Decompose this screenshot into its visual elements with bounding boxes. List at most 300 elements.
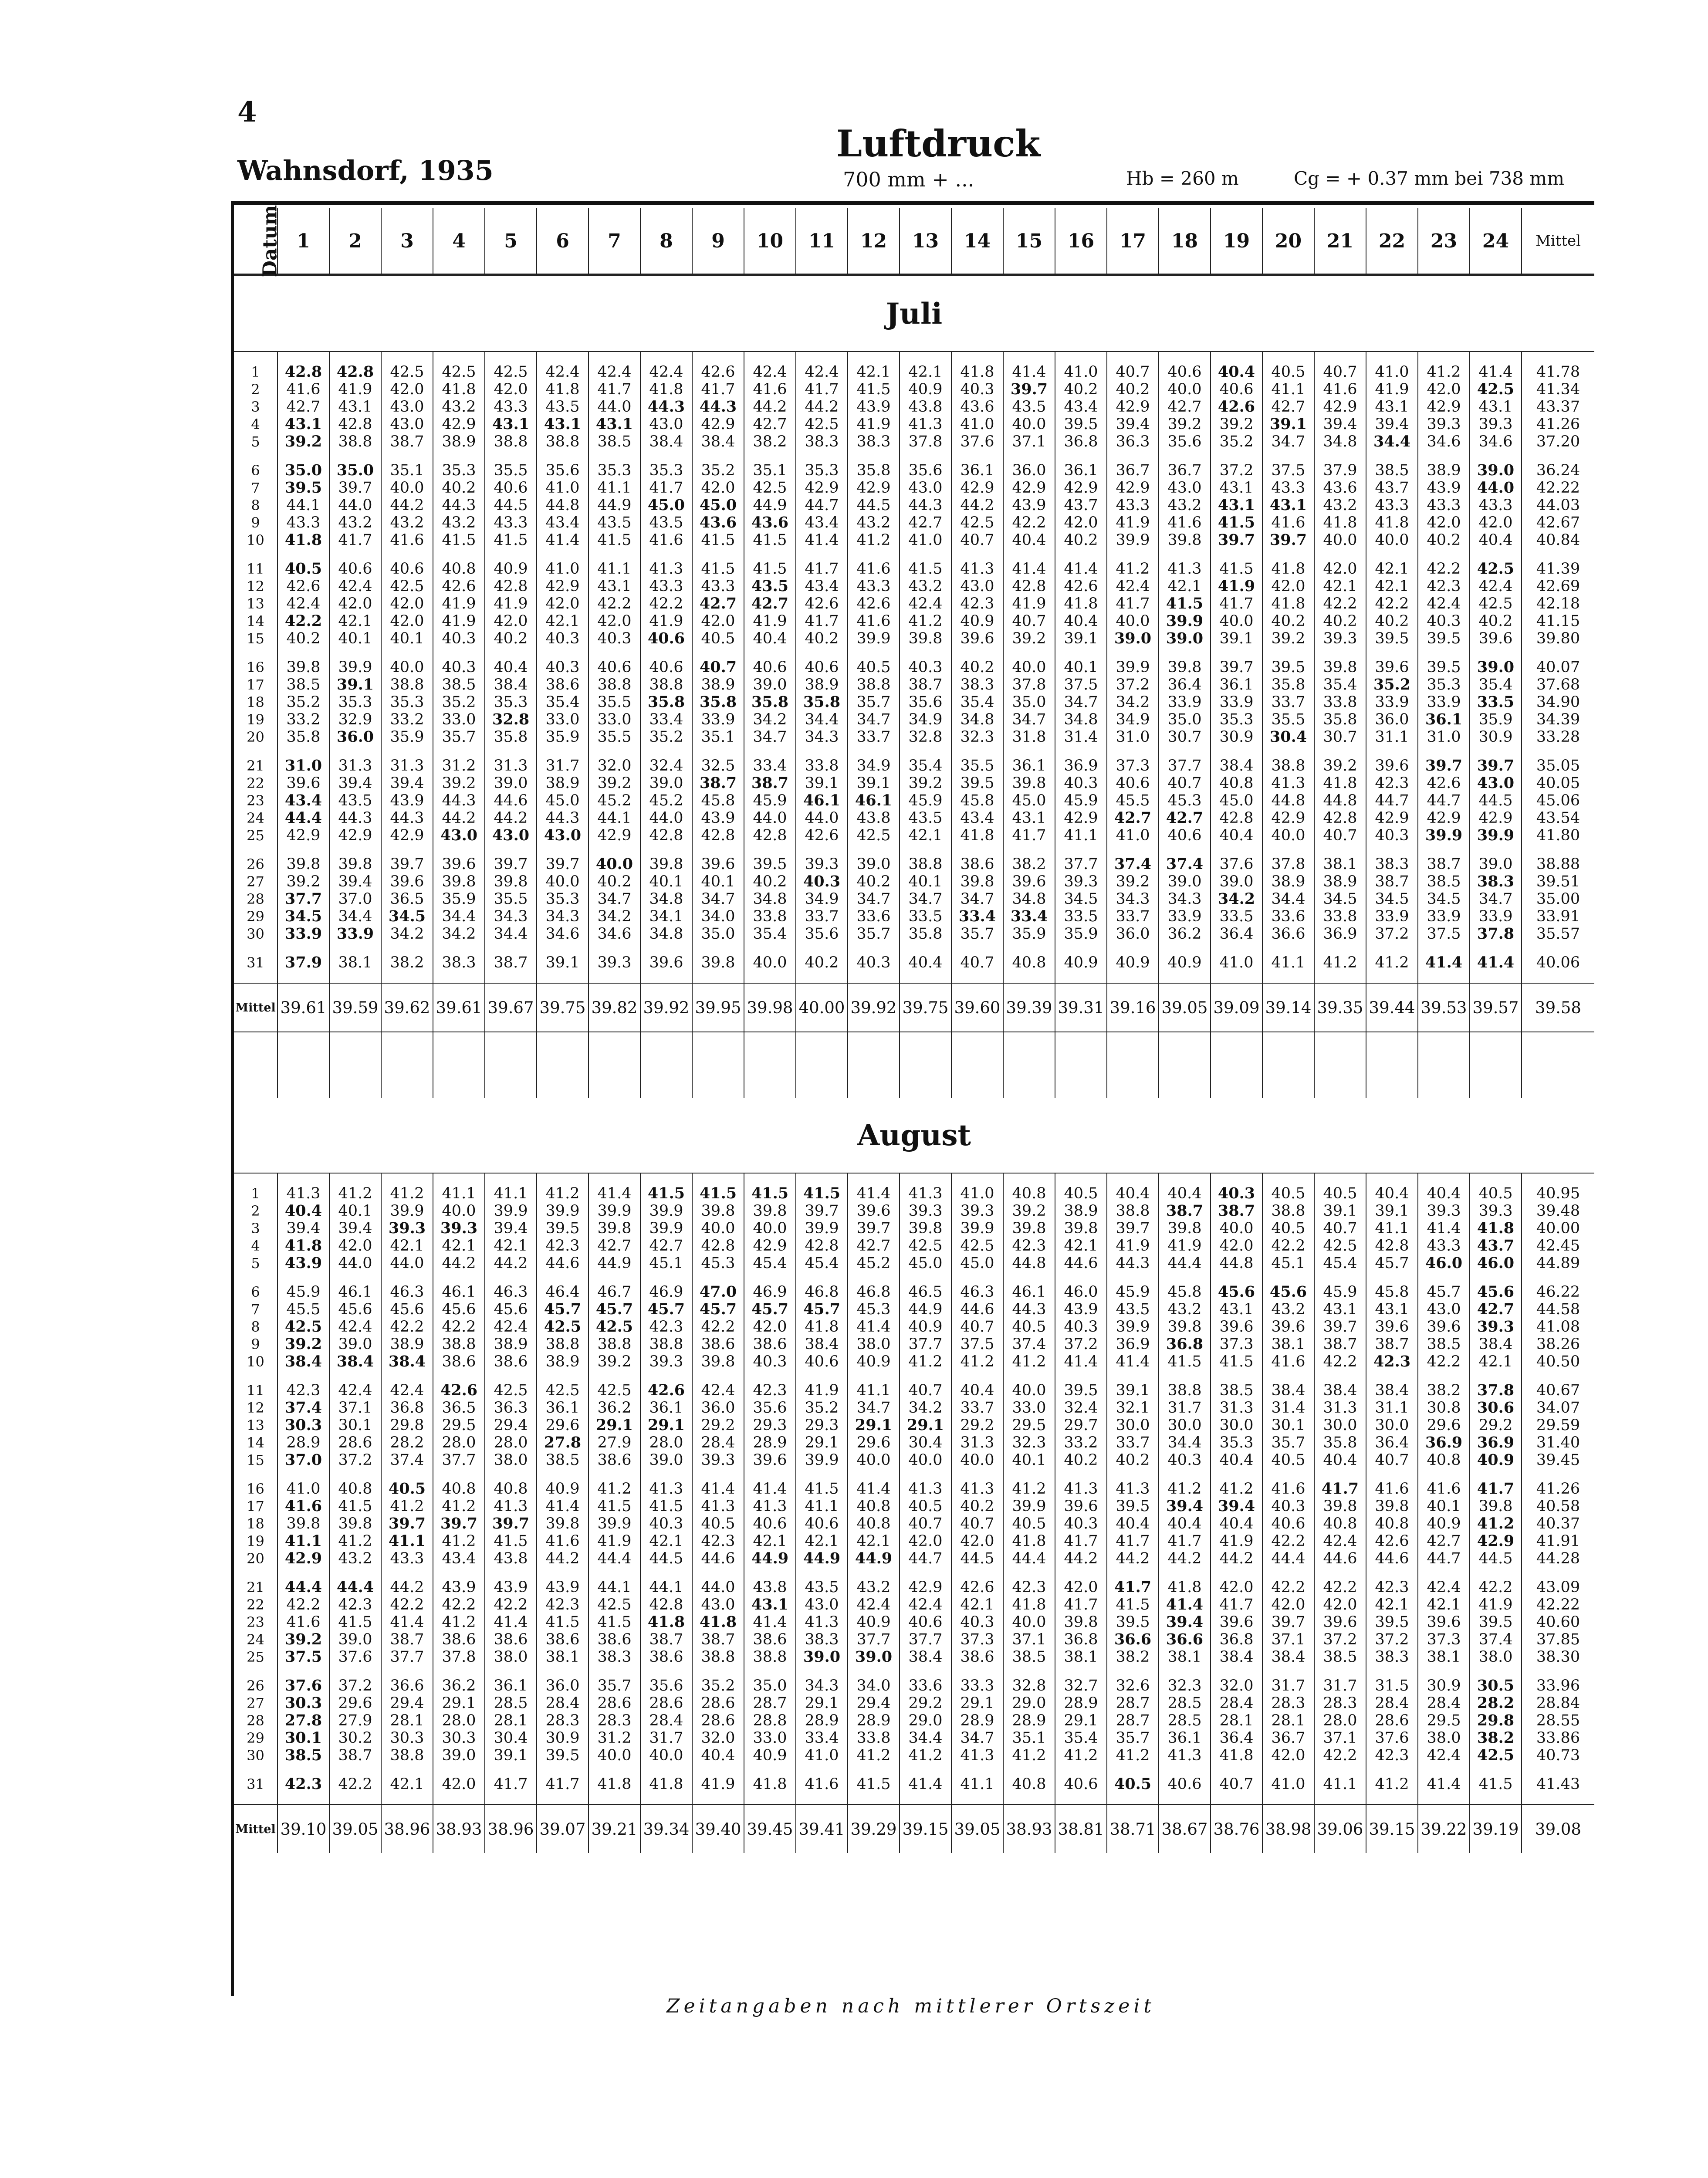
value-cell: 41.4: [381, 1613, 433, 1631]
value-cell: 31.7: [1314, 1677, 1366, 1694]
value-cell: [848, 352, 900, 363]
value-cell: 35.7: [848, 925, 900, 943]
mean-cell: 38.76: [1211, 1805, 1262, 1853]
value-cell: 35.5: [485, 890, 537, 908]
value-cell: [796, 1272, 848, 1283]
value-cell: 42.0: [381, 595, 433, 612]
value-cell: [485, 746, 537, 757]
value-cell: 37.2: [1314, 1631, 1366, 1648]
value-cell: 43.9: [1418, 479, 1470, 497]
mean-cell: 39.14: [1262, 983, 1314, 1032]
value-cell: 43.0: [640, 416, 692, 433]
value-cell: 40.1: [900, 873, 951, 890]
value-cell: 46.5: [900, 1283, 951, 1301]
table-row: [234, 890, 1594, 908]
value-cell: 43.1: [1003, 809, 1055, 827]
value-cell: 42.1: [796, 1532, 848, 1550]
day-number: 24: [234, 1631, 277, 1648]
value-cell: 29.0: [1003, 1694, 1055, 1712]
mittel-cell: 35.00: [1536, 890, 1580, 908]
value-cell: 41.2: [537, 1185, 588, 1202]
value-cell: 28.6: [588, 1694, 640, 1712]
value-cell: 33.2: [381, 711, 433, 728]
value-cell: 45.7: [796, 1301, 848, 1318]
table-row: [234, 827, 1594, 844]
value-cell: 43.4: [537, 514, 588, 531]
value-cell: 39.3: [1470, 1318, 1522, 1336]
value-cell: [329, 971, 381, 983]
value-cell: 44.7: [796, 497, 848, 514]
value-cell: 41.6: [1262, 1353, 1314, 1370]
value-cell: 40.6: [744, 1515, 796, 1532]
value-cell: 39.8: [744, 1202, 796, 1220]
value-cell: 36.6: [1262, 925, 1314, 943]
value-cell: [588, 1272, 640, 1283]
spacer-row: [234, 1370, 1594, 1382]
value-cell: 43.2: [329, 1550, 381, 1567]
value-cell: 42.6: [277, 578, 329, 595]
value-cell: 42.9: [537, 578, 588, 595]
value-cell: 42.6: [1211, 398, 1262, 416]
value-cell: [1055, 450, 1107, 462]
value-cell: 42.1: [848, 363, 900, 381]
value-cell: 42.7: [1418, 1532, 1470, 1550]
value-cell: [277, 1370, 329, 1382]
value-cell: 37.3: [1211, 1336, 1262, 1353]
value-cell: 37.7: [1159, 757, 1211, 774]
value-cell: [1003, 1173, 1055, 1185]
value-cell: 41.9: [1107, 514, 1159, 531]
value-cell: 42.9: [848, 479, 900, 497]
value-cell: 40.7: [1159, 774, 1211, 792]
value-cell: 39.8: [485, 873, 537, 890]
value-cell: 42.1: [1055, 1237, 1107, 1255]
value-cell: 38.4: [485, 676, 537, 693]
value-cell: [1211, 549, 1262, 560]
value-cell: 41.3: [640, 1480, 692, 1498]
value-cell: 34.3: [537, 908, 588, 925]
value-cell: 46.7: [588, 1283, 640, 1301]
value-cell: 41.2: [381, 1498, 433, 1515]
value-cell: 33.5: [1470, 693, 1522, 711]
value-cell: 36.1: [1418, 711, 1470, 728]
value-cell: 31.3: [1211, 1399, 1262, 1417]
value-cell: 42.5: [1470, 595, 1522, 612]
value-cell: 45.8: [1159, 1283, 1211, 1301]
day-number: 8: [234, 1318, 277, 1336]
value-cell: 37.8: [1470, 1382, 1522, 1399]
value-cell: 33.5: [900, 908, 951, 925]
value-cell: 40.3: [537, 630, 588, 647]
value-cell: 35.5: [1262, 711, 1314, 728]
value-cell: 36.5: [433, 1399, 485, 1417]
value-cell: 38.0: [1418, 1729, 1470, 1747]
value-cell: [1262, 1567, 1314, 1579]
value-cell: 40.0: [1211, 1220, 1262, 1237]
value-cell: 46.0: [1470, 1255, 1522, 1272]
value-cell: [744, 844, 796, 856]
value-cell: 45.8: [692, 792, 744, 809]
value-cell: 41.6: [277, 1498, 329, 1515]
value-cell: 35.4: [951, 693, 1003, 711]
value-cell: [1366, 943, 1418, 954]
value-cell: 45.2: [848, 1255, 900, 1272]
value-cell: 42.0: [744, 1318, 796, 1336]
value-cell: 40.0: [381, 479, 433, 497]
value-cell: [433, 1469, 485, 1480]
value-cell: 39.3: [796, 856, 848, 873]
day-number: 26: [234, 1677, 277, 1694]
day-number: 19: [234, 1532, 277, 1550]
value-cell: 46.9: [640, 1283, 692, 1301]
value-cell: 42.8: [1003, 578, 1055, 595]
value-cell: [900, 1370, 951, 1382]
value-cell: [848, 647, 900, 659]
value-cell: 42.2: [1314, 1353, 1366, 1370]
value-cell: 41.2: [1159, 1480, 1211, 1498]
value-cell: 42.1: [381, 1776, 433, 1793]
value-cell: 31.3: [1314, 1399, 1366, 1417]
mittel-cell: [1522, 352, 1594, 363]
value-cell: 43.3: [1262, 479, 1314, 497]
value-cell: 42.2: [1262, 1579, 1314, 1596]
value-cell: [692, 746, 744, 757]
value-cell: [692, 1469, 744, 1480]
month-title: Juli: [234, 275, 1594, 352]
value-cell: 38.8: [1262, 1202, 1314, 1220]
value-cell: 40.9: [744, 1747, 796, 1764]
datum-cell: [234, 549, 277, 560]
value-cell: [640, 1370, 692, 1382]
value-cell: [796, 1032, 848, 1098]
value-cell: 29.6: [537, 1417, 588, 1434]
day-number: 20: [234, 728, 277, 746]
value-cell: 28.5: [485, 1694, 537, 1712]
value-cell: 43.2: [433, 398, 485, 416]
value-cell: 42.0: [692, 479, 744, 497]
value-cell: 30.4: [485, 1729, 537, 1747]
value-cell: 46.3: [381, 1283, 433, 1301]
day-number: 3: [234, 398, 277, 416]
value-cell: 41.2: [1418, 363, 1470, 381]
value-cell: 27.9: [329, 1712, 381, 1729]
value-cell: 41.7: [588, 381, 640, 398]
value-cell: 37.7: [381, 1648, 433, 1666]
value-cell: 40.3: [433, 659, 485, 676]
value-cell: 41.9: [744, 612, 796, 630]
value-cell: 41.1: [485, 1185, 537, 1202]
value-cell: [1159, 1032, 1211, 1098]
value-cell: [1262, 1666, 1314, 1677]
value-cell: 43.3: [848, 578, 900, 595]
value-cell: 33.7: [1262, 693, 1314, 711]
value-cell: 33.4: [640, 711, 692, 728]
value-cell: 40.6: [1055, 1776, 1107, 1793]
value-cell: 40.5: [692, 630, 744, 647]
mittel-cell: 40.07: [1536, 659, 1580, 676]
value-cell: 36.1: [485, 1677, 537, 1694]
value-cell: 37.0: [329, 890, 381, 908]
value-cell: 44.2: [485, 809, 537, 827]
value-cell: 41.8: [1262, 560, 1314, 578]
mittel-cell: 38.88: [1536, 856, 1580, 873]
value-cell: [485, 549, 537, 560]
value-cell: [1211, 450, 1262, 462]
value-cell: 34.2: [1211, 890, 1262, 908]
mean-cell: 38.67: [1159, 1805, 1211, 1853]
mittel-cell: 41.08: [1536, 1318, 1580, 1336]
table-row: [234, 728, 1594, 746]
value-cell: 41.6: [277, 1613, 329, 1631]
value-cell: [588, 352, 640, 363]
value-cell: [1211, 943, 1262, 954]
value-cell: 39.6: [1366, 757, 1418, 774]
value-cell: 38.8: [900, 856, 951, 873]
value-cell: 45.0: [1003, 792, 1055, 809]
value-cell: 41.6: [1262, 514, 1314, 531]
value-cell: 39.1: [329, 676, 381, 693]
value-cell: [951, 352, 1003, 363]
value-cell: 41.8: [537, 381, 588, 398]
value-cell: 41.6: [1366, 1480, 1418, 1498]
value-cell: 42.2: [277, 612, 329, 630]
value-cell: 36.2: [588, 1399, 640, 1417]
value-cell: [848, 971, 900, 983]
value-cell: 40.4: [1211, 1515, 1262, 1532]
value-cell: [1003, 1764, 1055, 1776]
value-cell: 39.9: [1107, 531, 1159, 549]
value-cell: 33.8: [1314, 908, 1366, 925]
value-cell: 42.4: [744, 363, 796, 381]
value-cell: 34.7: [900, 890, 951, 908]
value-cell: 38.7: [1366, 873, 1418, 890]
value-cell: 44.9: [744, 1550, 796, 1567]
table-row: [234, 1399, 1594, 1417]
value-cell: 42.5: [796, 416, 848, 433]
value-cell: 42.1: [1314, 578, 1366, 595]
value-cell: 41.3: [900, 416, 951, 433]
value-cell: 44.2: [381, 1579, 433, 1596]
value-cell: [433, 844, 485, 856]
value-cell: 35.6: [900, 693, 951, 711]
value-cell: 42.3: [692, 1532, 744, 1550]
value-cell: 35.7: [1262, 1434, 1314, 1451]
value-cell: 39.8: [329, 856, 381, 873]
hour-header: 22: [1366, 208, 1418, 275]
value-cell: [433, 1567, 485, 1579]
value-cell: 44.9: [744, 497, 796, 514]
value-cell: 40.8: [1003, 1185, 1055, 1202]
value-cell: 35.2: [640, 728, 692, 746]
value-cell: 39.0: [1470, 856, 1522, 873]
value-cell: [1211, 1272, 1262, 1283]
value-cell: 42.2: [1366, 595, 1418, 612]
value-cell: 36.9: [1418, 1434, 1470, 1451]
value-cell: 45.6: [485, 1301, 537, 1318]
value-cell: 39.9: [588, 1202, 640, 1220]
value-cell: 28.6: [329, 1434, 381, 1451]
value-cell: 38.8: [640, 676, 692, 693]
value-cell: 42.9: [1055, 809, 1107, 827]
value-cell: 35.4: [537, 693, 588, 711]
value-cell: 40.8: [485, 1480, 537, 1498]
value-cell: 38.7: [1211, 1202, 1262, 1220]
value-cell: 42.6: [951, 1579, 1003, 1596]
value-cell: [900, 352, 951, 363]
value-cell: [433, 352, 485, 363]
table-row: [234, 873, 1594, 890]
value-cell: 40.0: [381, 659, 433, 676]
value-cell: 34.6: [537, 925, 588, 943]
mean-cell: 38.93: [433, 1805, 485, 1853]
value-cell: 39.6: [1211, 1613, 1262, 1631]
value-cell: [1159, 1666, 1211, 1677]
value-cell: 32.8: [900, 728, 951, 746]
mean-cell: 39.29: [848, 1805, 900, 1853]
value-cell: [1055, 1666, 1107, 1677]
value-cell: 42.9: [1470, 809, 1522, 827]
value-cell: 35.3: [1211, 711, 1262, 728]
value-cell: 42.3: [1366, 1353, 1418, 1370]
mittel-cell: 40.67: [1536, 1382, 1580, 1399]
value-cell: 28.4: [1366, 1694, 1418, 1712]
value-cell: [381, 1272, 433, 1283]
table-row: [234, 1613, 1594, 1631]
mean-cell: 39.41: [796, 1805, 848, 1853]
value-cell: 29.1: [1055, 1712, 1107, 1729]
mittel-cell: 35.05: [1536, 757, 1580, 774]
value-cell: 43.5: [744, 578, 796, 595]
value-cell: [1003, 1272, 1055, 1283]
value-cell: [588, 450, 640, 462]
value-cell: 38.8: [433, 1336, 485, 1353]
value-cell: 41.5: [1211, 1353, 1262, 1370]
value-cell: 42.9: [1107, 398, 1159, 416]
value-cell: [329, 647, 381, 659]
value-cell: 41.3: [1159, 560, 1211, 578]
value-cell: 35.4: [1055, 1729, 1107, 1747]
value-cell: 40.8: [433, 560, 485, 578]
value-cell: [277, 1032, 329, 1098]
value-cell: [692, 1370, 744, 1382]
value-cell: 41.2: [1211, 1480, 1262, 1498]
value-cell: 27.9: [588, 1434, 640, 1451]
value-cell: 43.2: [381, 514, 433, 531]
value-cell: 35.9: [537, 728, 588, 746]
value-cell: [1418, 1567, 1470, 1579]
value-cell: 36.2: [1159, 925, 1211, 943]
value-cell: [1470, 943, 1522, 954]
station-name: Wahnsdorf, 1935: [237, 155, 494, 186]
value-cell: 33.7: [951, 1399, 1003, 1417]
value-cell: 31.4: [1262, 1399, 1314, 1417]
value-cell: 41.6: [381, 531, 433, 549]
table-row: [234, 954, 1594, 971]
value-cell: 38.1: [1314, 856, 1366, 873]
value-cell: 40.0: [1107, 612, 1159, 630]
value-cell: 39.5: [1262, 659, 1314, 676]
value-cell: 40.0: [1314, 531, 1366, 549]
value-cell: 41.5: [1211, 514, 1262, 531]
value-cell: 40.9: [900, 381, 951, 398]
value-cell: 42.4: [1418, 595, 1470, 612]
table-row: [234, 809, 1594, 827]
value-cell: 34.0: [848, 1677, 900, 1694]
value-cell: 38.1: [1055, 1648, 1107, 1666]
table-row: [234, 1729, 1594, 1747]
value-cell: 39.8: [900, 1220, 951, 1237]
value-cell: 42.2: [1314, 595, 1366, 612]
value-cell: 36.0: [537, 1677, 588, 1694]
day-number: 23: [234, 792, 277, 809]
value-cell: 42.5: [951, 514, 1003, 531]
value-cell: [900, 1173, 951, 1185]
mittel-cell: 42.22: [1536, 479, 1580, 497]
value-cell: [1314, 1173, 1366, 1185]
value-cell: 30.9: [1418, 1677, 1470, 1694]
value-cell: [692, 844, 744, 856]
value-cell: 41.1: [1055, 827, 1107, 844]
value-cell: 28.1: [1262, 1712, 1314, 1729]
value-cell: [848, 1666, 900, 1677]
value-cell: 40.4: [1211, 363, 1262, 381]
value-cell: 42.8: [485, 578, 537, 595]
value-cell: [1418, 971, 1470, 983]
value-cell: 45.7: [692, 1301, 744, 1318]
value-cell: 40.6: [1159, 827, 1211, 844]
value-cell: 38.4: [640, 433, 692, 450]
value-cell: 39.4: [1366, 416, 1418, 433]
value-cell: [1211, 352, 1262, 363]
value-cell: 39.8: [900, 630, 951, 647]
value-cell: 43.9: [1055, 1301, 1107, 1318]
value-cell: 40.8: [1003, 1776, 1055, 1793]
value-cell: 39.5: [277, 479, 329, 497]
value-cell: 35.6: [1159, 433, 1211, 450]
value-cell: 38.9: [381, 1336, 433, 1353]
value-cell: 37.7: [900, 1631, 951, 1648]
value-cell: 29.6: [848, 1434, 900, 1451]
value-cell: 31.3: [485, 757, 537, 774]
value-cell: 35.8: [796, 693, 848, 711]
value-cell: 41.7: [1211, 1596, 1262, 1613]
value-cell: 29.1: [951, 1694, 1003, 1712]
value-cell: 40.8: [848, 1498, 900, 1515]
day-number: 13: [234, 1417, 277, 1434]
value-cell: 42.1: [1366, 578, 1418, 595]
value-cell: 35.2: [433, 693, 485, 711]
value-cell: 44.3: [381, 809, 433, 827]
value-cell: 39.7: [485, 1515, 537, 1532]
table-row: [234, 398, 1594, 416]
value-cell: 40.0: [692, 1220, 744, 1237]
value-cell: 41.7: [537, 1776, 588, 1793]
value-cell: 35.9: [433, 890, 485, 908]
value-cell: 43.2: [900, 578, 951, 595]
mittel-cell: 28.84: [1536, 1694, 1580, 1712]
value-cell: 41.6: [537, 1532, 588, 1550]
value-cell: 42.5: [433, 363, 485, 381]
value-cell: [381, 943, 433, 954]
hour-header: 9: [692, 208, 744, 275]
value-cell: 36.0: [1003, 462, 1055, 479]
value-cell: 42.9: [900, 1579, 951, 1596]
value-cell: 41.8: [1314, 774, 1366, 792]
value-cell: [744, 1370, 796, 1382]
value-cell: [1314, 1567, 1366, 1579]
value-cell: 42.5: [485, 363, 537, 381]
value-cell: 42.3: [329, 1596, 381, 1613]
